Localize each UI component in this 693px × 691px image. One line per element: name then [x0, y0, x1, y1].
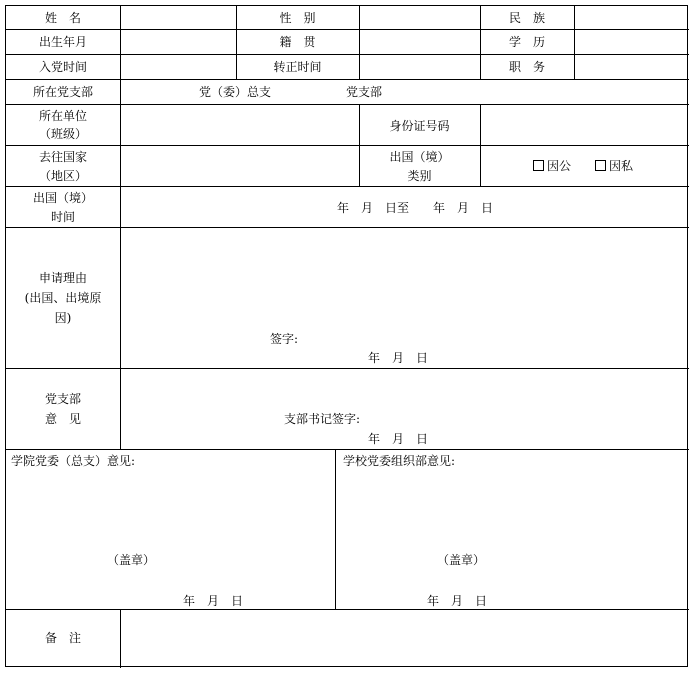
time-range: 年 月 日至 年 月 日	[337, 201, 494, 215]
college-seal-label: （盖章）	[107, 553, 156, 567]
option-private[interactable]	[595, 158, 633, 174]
destination-label-line1: 去往国家	[38, 150, 87, 164]
rule	[6, 145, 689, 146]
branch-label: 所在党支部	[32, 85, 93, 99]
college-opinion-date: 年 月 日	[183, 594, 244, 608]
option-public-label: 因公	[547, 159, 572, 173]
education-label: 学 历	[508, 35, 545, 49]
rule	[6, 54, 689, 55]
branch-general-text: 党（委）总支	[199, 85, 272, 99]
rule	[120, 6, 121, 104]
application-form	[5, 5, 688, 667]
school-opinion-label: 学校党委组织部意见:	[343, 454, 456, 468]
unit-label-line1: 所在单位	[38, 109, 87, 123]
rule	[6, 368, 689, 369]
reason-label-line2: (出国、出境原	[24, 291, 102, 305]
rule	[480, 104, 481, 186]
applicant-signature-label: 签字:	[270, 332, 299, 346]
rule	[6, 29, 689, 30]
option-public[interactable]	[533, 158, 571, 174]
college-opinion-label: 学院党委（总支）意见:	[11, 454, 136, 468]
category-label-line2: 类别	[407, 169, 432, 183]
gender-label: 性 别	[279, 11, 316, 25]
ethnicity-label: 民 族	[508, 11, 545, 25]
unit-label-line2: （班级）	[38, 127, 87, 141]
join-date-label: 入党时间	[38, 60, 87, 74]
rule	[359, 6, 360, 79]
branch-opinion-label-line2: 意 见	[44, 412, 81, 426]
category-label-line1: 出国（境）	[389, 150, 450, 164]
position-label: 职 务	[508, 60, 545, 74]
rule	[6, 609, 689, 610]
rule	[574, 6, 575, 79]
applicant-date: 年 月 日	[368, 351, 429, 365]
id-number-label: 身份证号码	[389, 119, 450, 133]
branch-opinion-label-line1: 党支部	[44, 392, 81, 406]
remarks-label: 备 注	[44, 631, 81, 645]
time-label-line2: 时间	[50, 210, 75, 224]
rule	[6, 104, 689, 105]
rule	[6, 79, 689, 80]
reason-label-line3: 因)	[54, 311, 72, 325]
regular-date-label: 转正时间	[273, 60, 322, 74]
branch-text: 党支部	[346, 85, 383, 99]
rule	[335, 449, 336, 609]
checkbox-public[interactable]	[533, 160, 544, 171]
option-private-label: 因私	[609, 159, 634, 173]
rule	[6, 227, 689, 228]
rule	[6, 186, 689, 187]
school-seal-label: （盖章）	[437, 553, 486, 567]
checkbox-private[interactable]	[595, 160, 606, 171]
reason-label-line1: 申请理由	[38, 271, 87, 285]
destination-label-line2: （地区）	[38, 169, 87, 183]
branch-opinion-date: 年 月 日	[368, 432, 429, 446]
birth-label: 出生年月	[38, 35, 87, 49]
rule	[120, 609, 121, 668]
secretary-signature-label: 支部书记签字:	[284, 412, 361, 426]
rule	[120, 104, 121, 449]
name-label: 姓 名	[44, 11, 81, 25]
time-label-line1: 出国（境）	[32, 191, 93, 205]
native-place-label: 籍 贯	[279, 35, 316, 49]
rule	[6, 449, 689, 450]
school-opinion-date: 年 月 日	[427, 594, 488, 608]
